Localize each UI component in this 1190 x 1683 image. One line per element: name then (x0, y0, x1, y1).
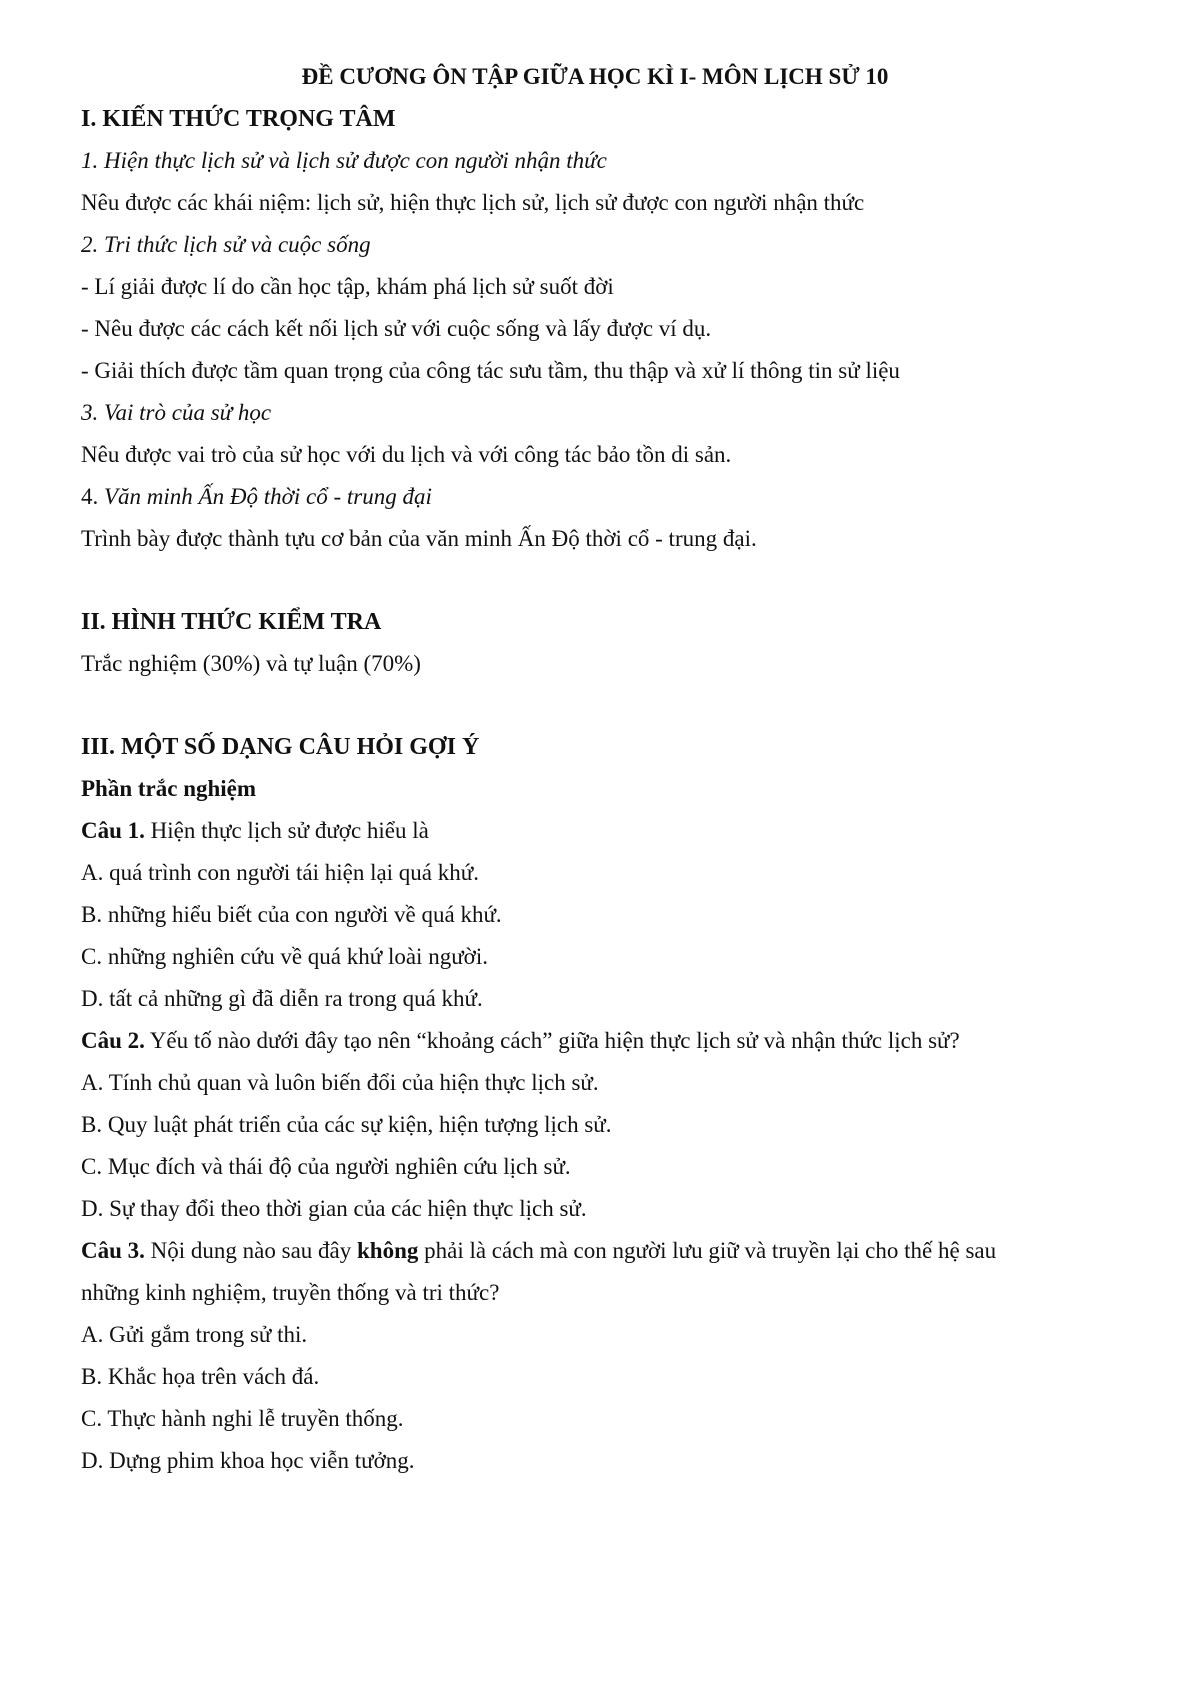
section-1-heading: I. KIẾN THỨC TRỌNG TÂM (81, 106, 396, 132)
question-2-text: Yếu tố nào dưới đây tạo nên “khoảng cách” giữa hiện thực lịch sử và nhận thức lịch sử? (144, 1028, 960, 1053)
section-2-line-1: Trắc nghiệm (30%) và tự luận (70%) (81, 651, 421, 676)
question-2-label: Câu 2. (81, 1028, 145, 1053)
question-1-option-d: D. tất cả những gì đã diễn ra trong quá khứ. (81, 986, 483, 1011)
question-2 (81, 1026, 960, 1056)
question-3-text-after: phải là cách mà con người lưu giữ và truyền lại cho thế hệ sau (418, 1238, 997, 1263)
question-3-option-b: B. Khắc họa trên vách đá. (81, 1364, 320, 1389)
document-title: ĐỀ CƯƠNG ÔN TẬP GIỮA HỌC KÌ I- MÔN LỊCH SỬ 10 (301, 64, 889, 89)
topic-2-line-3: - Giải thích được tầm quan trọng của công tác sưu tầm, thu thập và xử lí thông tin sử liệu (81, 358, 900, 383)
topic-1-title: 1. Hiện thực lịch sử và lịch sử được con người nhận thức (81, 148, 607, 173)
topic-4-number: 4. (81, 484, 99, 509)
question-1-option-a: A. quá trình con người tái hiện lại quá khứ. (81, 860, 479, 885)
question-1-label: Câu 1. (81, 818, 145, 843)
section-2-heading: II. HÌNH THỨC KIỂM TRA (81, 609, 382, 635)
topic-3-title: 3. Vai trò của sử học (81, 400, 272, 425)
topic-4-line-1: Trình bày được thành tựu cơ bản của văn minh Ấn Độ thời cổ - trung đại. (81, 526, 757, 551)
question-2-option-a: A. Tính chủ quan và luôn biến đổi của hiện thực lịch sử. (81, 1070, 599, 1095)
question-3-text-before: Nội dung nào sau đây (144, 1238, 357, 1263)
question-3-text-line-2: những kinh nghiệm, truyền thống và tri thức? (81, 1280, 500, 1305)
topic-2-line-2: - Nêu được các cách kết nối lịch sử với cuộc sống và lấy được ví dụ. (81, 316, 712, 341)
question-3-emphasis: không (356, 1238, 419, 1263)
question-3 (81, 1236, 996, 1266)
question-1-text: Hiện thực lịch sử được hiểu là (144, 818, 429, 843)
topic-2-line-1: - Lí giải được lí do cần học tập, khám phá lịch sử suốt đời (81, 274, 614, 299)
topic-2-title: 2. Tri thức lịch sử và cuộc sống (81, 232, 371, 257)
topic-1-line-1: Nêu được các khái niệm: lịch sử, hiện thực lịch sử, lịch sử được con người nhận thức (81, 190, 865, 215)
question-1-option-c: C. những nghiên cứu về quá khứ loài người. (81, 944, 488, 969)
question-1-option-b: B. những hiểu biết của con người về quá khứ. (81, 902, 502, 927)
question-3-label: Câu 3. (81, 1238, 145, 1263)
question-3-option-d: D. Dựng phim khoa học viễn tưởng. (81, 1448, 415, 1473)
multiple-choice-part-title: Phần trắc nghiệm (81, 776, 257, 801)
question-1 (81, 816, 429, 846)
question-2-option-c: C. Mục đích và thái độ của người nghiên cứu lịch sử. (81, 1154, 571, 1179)
topic-4-title-line (81, 482, 432, 512)
question-3-option-a: A. Gửi gắm trong sử thi. (81, 1322, 308, 1347)
question-2-option-d: D. Sự thay đổi theo thời gian của các hiện thực lịch sử. (81, 1196, 587, 1221)
question-2-option-b: B. Quy luật phát triển của các sự kiện, hiện tượng lịch sử. (81, 1112, 612, 1137)
topic-4-title: Văn minh Ấn Độ thời cổ - trung đại (104, 484, 432, 509)
topic-3-line-1: Nêu được vai trò của sử học với du lịch và với công tác bảo tồn di sản. (81, 442, 732, 467)
question-3-option-c: C. Thực hành nghi lễ truyền thống. (81, 1406, 404, 1431)
section-3-heading: III. MỘT SỐ DẠNG CÂU HỎI GỢI Ý (81, 734, 480, 760)
